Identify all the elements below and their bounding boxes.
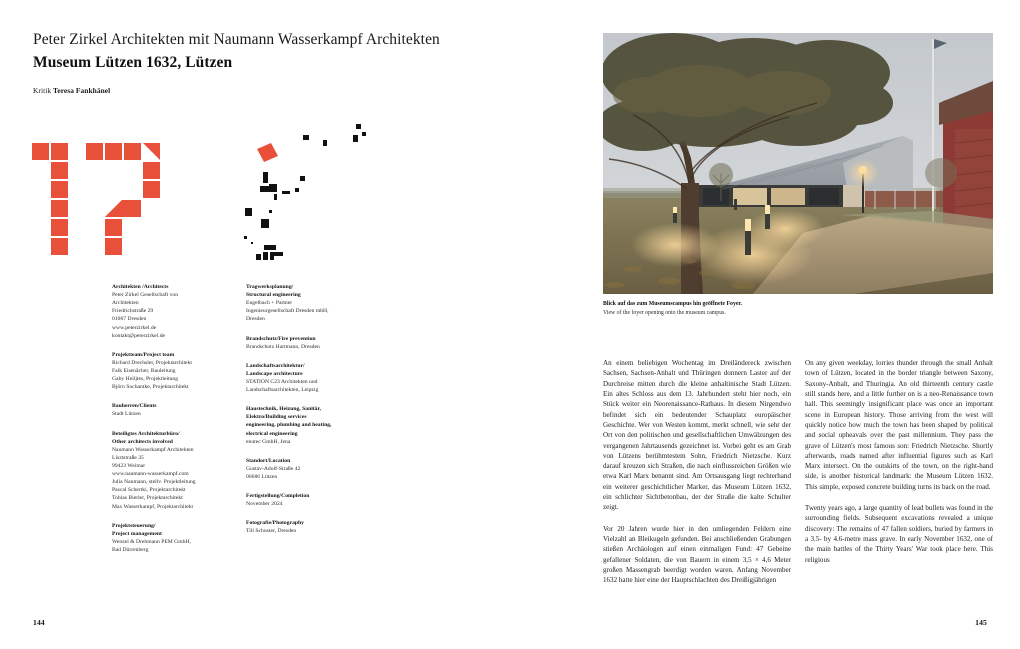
credit-line: Pascal Schertki, Projektarchitekt [112,487,186,494]
credit-line: Lisztstraße 35 [112,454,144,461]
credit-line: Julia Naumann, stellv. Projektleitung [112,479,196,486]
credit-line: Gustav-Adolf-Straße 42 [246,465,301,472]
credit-line: Till Schuster, Dresden [246,528,297,535]
credit-title: Standort/Location [246,457,291,464]
credit-other-architects [112,430,228,511]
right-page [510,0,1020,649]
credit-line: Brandschutz Hartmann, Dresden [246,343,320,350]
credit-structural-engineering [246,283,362,324]
credit-title: Landschaftsarchitektur/ [246,362,305,369]
credit-line-email: kontakt@peterzirkel.de [112,332,166,339]
photo-caption [603,300,903,317]
credit-line: Gaby Heiljtes, Projektleitung [112,376,179,383]
credit-architects [112,283,228,340]
credit-photography [246,519,362,535]
credit-line: STATION C23 Architekten und [246,378,318,385]
credit-title-en: Structural engineering [246,292,301,299]
page-title: Museum Lützen 1632, Lützen [33,54,233,72]
folio-right: 145 [975,618,987,627]
museum-dusk-photo [603,33,993,294]
body-column-german [603,358,791,586]
credit-line: enutec GmbH, Jena [246,438,291,445]
article-header [33,30,473,74]
credit-line-website: www.naumann-wasserkampf.com [112,471,189,478]
credit-title: Projektsteuerung/ [112,522,156,529]
byline [33,86,110,95]
credit-project-team [112,351,228,392]
credit-title: Tragwerksplanung/ [246,284,294,290]
credit-title-en: Project management [112,530,162,537]
credit-title-3: engineering, plumbing and heating, [246,422,332,429]
credit-line: Ingenieurgesellschaft Dresden mbH, [246,308,329,315]
credit-landscape-architecture [246,362,362,394]
credit-line: Friedrichstraße 29 [112,308,154,315]
body-paragraph: Vor 20 Jahren wurde hier in den umliegenden Feldern eine Vielzahl an Bleikugeln gefunden. Bei anschließenden Grabungen stießen Archäologen auf einen einmaligen Fund: 47 Gebeine gefallener Soldaten, die von Bauern in einem 3,5 × 4,6 Meter großen Massengrab beerdigt worden waren. Anfang November 1632 hatte hier eine der Hauptschlachten des Dreißigjährigen [603,524,791,585]
credit-title-2: Elektro/Building services [246,414,307,421]
credit-line: Tobias Bierler, Projektarchitekt [112,495,183,502]
credit-building-services [246,405,362,446]
byline-label: Kritik [33,86,52,95]
body-paragraph: An einem beliebigen Wochentag im Dreiländereck zwischen Sachsen, Sachsen-Anhalt und Thüringen donnern Laster auf der Durchreise mitten durch die kleine anhaltinische Stadt Lützen. Ein altes Schloss aus dem 13. Jahrhundert steht hier noch, ein Stück weiter ein Neorenaissance-Rathaus. In diesem Nirgendwo befindet sich ein bedeutender Schauplatz europäischer Geschichte. Wer von Westen kommt, merkt schnell, wie sehr der Ort von den politischen und gesellschaftlichen Umwälzungen des vergangenen Jahrtausends gezeichnet ist. Vorbei geht es am Grab von Lützens berühmtestem Sohn, Friedrich Nietzsche. Kurz darauf kreuzen sich Straßen, die nach einflussreichen Größen wie etwa Karl Marx benannt sind. Am Ortsausgang liegt rechterhand ein weiterer geschichtlicher Marker, das Museum Lützen 1632, ein schlichter Sichtbetonbau, der der Straße die kalte Schulter zeigt. [603,359,791,512]
credit-title: Fertigstellung/Completion [246,493,310,500]
body-text [603,358,993,586]
credit-line: Falk Eisenächer, Bauleitung [112,367,176,374]
credit-completion [246,492,362,508]
credit-project-management [112,522,228,554]
credit-title: Beteiligtes Architekturbüro/ [112,430,180,437]
issue-number-17-icon [31,142,163,260]
credit-fire-prevention [246,335,362,351]
issue-number-graphic [31,142,163,260]
site-plan-diagram [240,118,376,264]
credit-title: Architekten /Architects [112,284,169,290]
credit-line: Wenzel & Drehmann PEM GmbH, [112,538,191,545]
credit-line: Dresden [246,316,265,323]
credit-line-website: www.peterzirkel.de [112,324,157,331]
credit-line: 06686 Lützen [246,473,278,480]
project-photograph [603,33,993,294]
credits-block [112,283,362,554]
folio-left: 144 [33,618,45,627]
caption-de: Blick auf das zum Museumscampus hin geöffnete Foyer. [603,301,742,307]
credit-line: November 2024 [246,501,283,508]
byline-author: Teresa Fankhänel [53,86,111,95]
credits-column-left [112,283,228,554]
credits-column-right [246,283,362,554]
credit-title: Bauherren/Clients [112,403,157,410]
credit-line: 99423 Weimar [112,462,146,469]
credit-line: Peter Zirkel Gesellschaft von [112,292,179,299]
credit-title-en: Landscape architecture [246,370,303,377]
credit-line: Bad Dürrenberg [112,546,149,553]
credit-clients [112,402,228,418]
credit-title: Brandschutz/Fire prevention [246,335,316,342]
body-paragraph: Twenty years ago, a large quantity of lead bullets was found in the surrounding fields. Subsequent excavations revealed a unique discovery: The remains of 47 fallen soldiers, buried by farmers in a 3.5- by 4.6-metre mass grave. In early November 1632, one of the main battles of the Thirty Years' War took place here. This religious [805,504,993,564]
credit-title: Fotografie/Photography [246,520,304,527]
credit-title: Projektteam/Project team [112,351,175,358]
credit-title-en: Other architects involved [112,438,173,445]
credit-title-4: electrical engineering [246,430,298,437]
credit-line: Naumann Wasserkampf Architekten [112,446,194,453]
body-column-english [805,358,993,586]
caption-en: View of the foyer opening onto the museum campus. [603,309,726,316]
credit-line: Stadt Lützen [112,411,141,418]
site-plan-icon [240,118,376,264]
credit-line: Architekten [112,300,139,307]
credit-line: Richard Drechsler, Projektarchitekt [112,359,192,366]
credit-title: Haustechnik, Heizung, Sanitär, [246,406,321,413]
credit-line: Landschaftsarchitekten, Leipzig [246,387,319,394]
body-paragraph: On any given weekday, lorries thunder through the small Anhalt town of Lützen, located in the border triangle between Saxony, Saxony-Anhalt, and Thuringia. An old thirteenth century castle still stands here, and a little further on is a neo-Renaissance town hall. This seemingly insignificant place was once an important scene in European history. Those arriving from the west will quickly notice how much the town has been shaped by political and social upheavals over the past millennium. They pass the grave of Lützen's most famous son: Friedrich Nietzsche. Shortly afterwards, roads named after influential figures such as Karl Marx intersect. On the outskirts of the town, on the right-hand side, is another historical landmark: the Museum Lützen 1632. This simple, exposed concrete building turns its back on the road. [805,359,993,491]
credit-line: Engelbach + Partner [246,300,293,307]
credit-location [246,457,362,481]
credit-line: 01067 Dresden [112,316,147,323]
credit-line: Björn Suchantke, Projektarchitekt [112,384,189,391]
credit-line: Max Wasserkampf, Projektarchitekt [112,503,194,510]
page-subtitle-office: Peter Zirkel Architekten mit Naumann Wasserkampf Architekten [33,31,440,48]
